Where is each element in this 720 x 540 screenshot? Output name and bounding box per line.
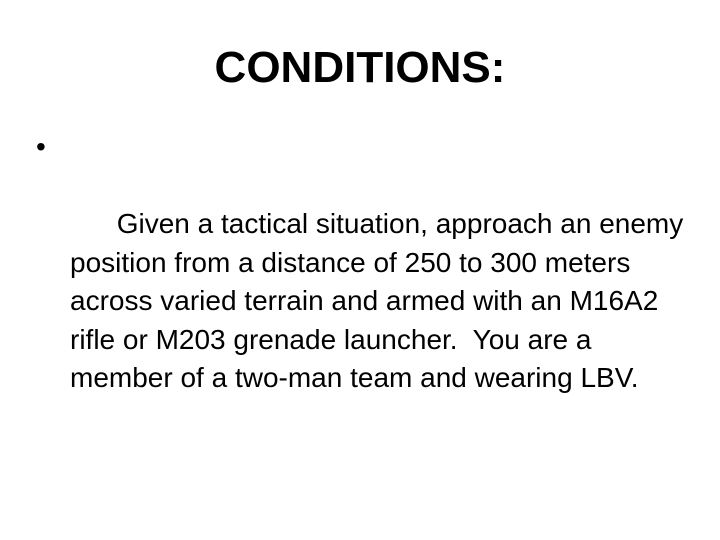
bullet-item [36, 128, 692, 436]
bullet-icon: • [36, 131, 46, 162]
bullet-text: Given a tactical situation, approach an enemy position from a distance of 250 to 300 meters across varied terrain and armed with an M16A2 rifle or M203 grenade launcher. You are a member of a two-man team and wearing LBV. [70, 208, 692, 393]
slide-title: CONDITIONS: [214, 43, 506, 92]
bullet-list [36, 128, 692, 436]
